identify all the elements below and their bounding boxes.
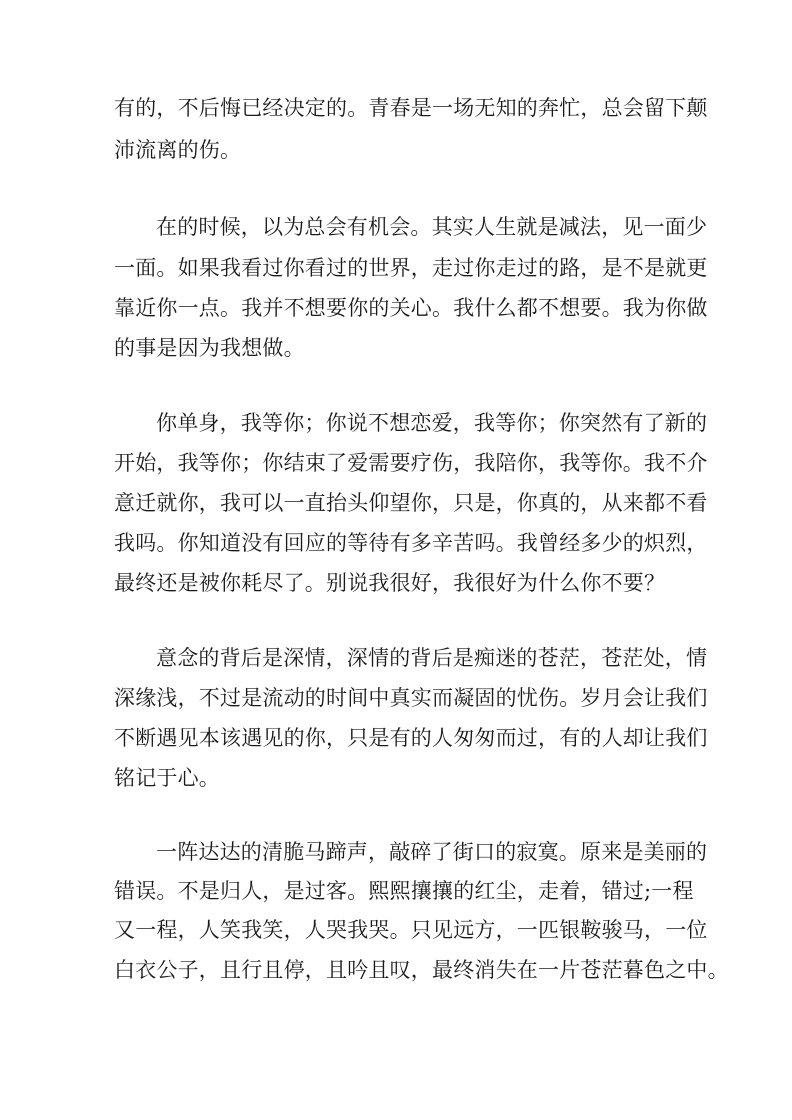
paragraph-5-line-4: 白衣公子，且行且停，且吟且叹，最终消失在一片苍茫暮色之中。 — [114, 958, 729, 982]
paragraph-5-line-3: 又一程，人笑我笑，人哭我哭。只见远方，一匹银鞍骏马，一位 — [114, 918, 708, 942]
paragraph-3-line-1: 你单身，我等你；你说不想恋爱，我等你；你突然有了新的 — [156, 411, 708, 435]
paragraph-5-line-1: 一阵达达的清脆马蹄声，敲碎了街口的寂寞。原来是美丽的 — [156, 840, 708, 864]
paragraph-3-line-3: 意迁就你，我可以一直抬头仰望你，只是，你真的，从来都不看 — [114, 491, 708, 515]
paragraph-3-line-4: 我吗。你知道没有回应的等待有多辛苦吗。我曾经多少的炽烈， — [114, 531, 708, 555]
paragraph-1-line-1: 有的，不后悔已经决定的。青春是一场无知的奔忙，总会留下颠 — [114, 96, 708, 120]
paragraph-4-line-3: 不断遇见本该遇见的你，只是有的人匆匆而过，有的人却让我们 — [114, 726, 708, 750]
paragraph-5-line-2: 错误。不是归人，是过客。熙熙攘攘的红尘，走着，错过;一程 — [114, 879, 694, 903]
paragraph-2-line-1: 在的时候，以为总会有机会。其实人生就是减法，见一面少 — [156, 215, 708, 239]
paragraph-2-line-4: 的事是因为我想做。 — [114, 336, 305, 360]
paragraph-4-line-4: 铭记于心。 — [114, 766, 220, 790]
paragraph-2-line-2: 一面。如果我看过你看过的世界，走过你走过的路，是不是就更 — [114, 256, 708, 280]
paragraph-3-line-2: 开始，我等你；你结束了爱需要疗伤，我陪你，我等你。我不介 — [114, 451, 708, 475]
paragraph-4-line-2: 深缘浅，不过是流动的时间中真实而凝固的忧伤。岁月会让我们 — [114, 686, 708, 710]
paragraph-3-line-5: 最终还是被你耗尽了。别说我很好，我很好为什么你不要？ — [114, 571, 666, 595]
paragraph-2-line-3: 靠近你一点。我并不想要你的关心。我什么都不想要。我为你做 — [114, 296, 708, 320]
paragraph-4-line-1: 意念的背后是深情，深情的背后是痴迷的苍茫，苍茫处，情 — [156, 646, 708, 670]
paragraph-1-line-2: 沛流离的伤。 — [114, 138, 242, 162]
